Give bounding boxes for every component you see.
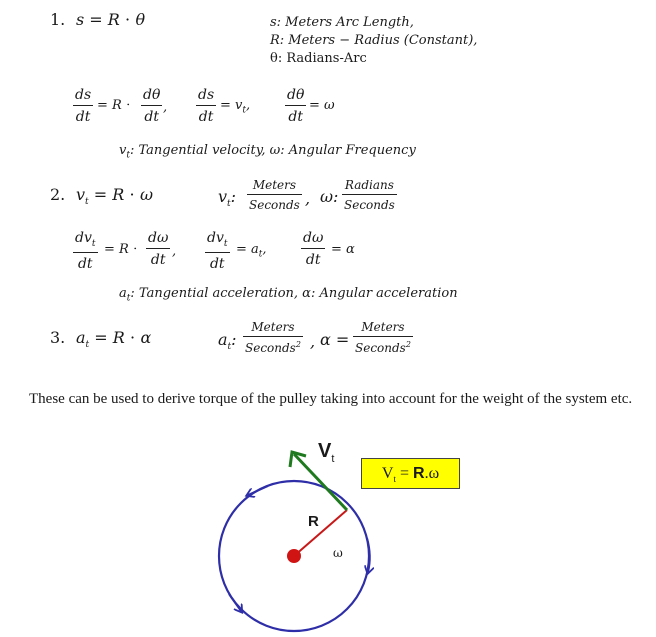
eq1-frac-ds-dt: ds dt bbox=[75, 87, 92, 125]
eq1-def-theta: θ: Radians-Arc bbox=[270, 51, 367, 66]
eq1-eq-vt: = $v_t$, bbox=[220, 98, 251, 116]
eq1-comma: , bbox=[163, 100, 168, 115]
eq2-frac-domega-dt: dω dt bbox=[148, 230, 169, 268]
eq2-unit-vt-label: $v_t$: bbox=[218, 187, 237, 210]
eq3-number: 3. bbox=[50, 328, 66, 347]
center-dot bbox=[287, 549, 301, 563]
eq1-frac-dtheta-dt: dθ dt bbox=[143, 87, 161, 125]
eq3-unit-at-label: $a_t$: bbox=[218, 330, 237, 353]
eq2-unit-omega-frac: Radians Seconds bbox=[344, 178, 395, 212]
eq2-number: 2. bbox=[50, 185, 66, 204]
rotation-arrow-left bbox=[229, 594, 241, 611]
eq2-unit-omega-label: ω: bbox=[320, 187, 339, 206]
omega-label: ω bbox=[333, 546, 343, 560]
eq1-eq-omega: = ω bbox=[309, 98, 335, 113]
eq2-eq-r: = R ⋅ bbox=[104, 242, 138, 257]
eq2-unit-comma: , bbox=[305, 189, 311, 208]
eq2-frac-dvt-dt: $dv_t$ dt bbox=[75, 230, 96, 272]
vt-label: $V_t$ bbox=[318, 440, 335, 465]
eq2-eq-alpha: = α bbox=[331, 242, 355, 257]
eq1-number: 1. bbox=[50, 10, 66, 29]
eq1-def-s: s: Meters Arc Length, bbox=[270, 15, 414, 30]
eq1-frac-dtheta-dt-2: dθ dt bbox=[287, 87, 305, 125]
radius-label: R bbox=[308, 513, 319, 530]
eq2-frac-domega-dt-2: dω dt bbox=[303, 230, 324, 268]
rotation-arrow-top bbox=[248, 486, 268, 495]
eq3-main: $a_t = R \cdot \alpha$ bbox=[76, 328, 152, 351]
eq3-unit-alpha-label: α = bbox=[320, 330, 350, 349]
eq2-frac-dvt-dt-2: $dv_t$ dt bbox=[207, 230, 228, 272]
eq2-legend: $a_t$: Tangential acceleration, α: Angular acceleration bbox=[119, 286, 458, 304]
eq2-eq-at: = $a_t$, bbox=[236, 242, 267, 260]
eq2-comma: , bbox=[172, 244, 177, 259]
eq3-unit-at-frac: Meters Seconds$^2$ bbox=[245, 320, 301, 355]
formula-box: $V_t = R.\omega$ bbox=[361, 458, 460, 489]
eq1-eq-r: = R ⋅ bbox=[97, 98, 131, 113]
explanation-paragraph: These can be used to derive torque of the pulley taking into account for the weight of the system etc. bbox=[29, 391, 633, 407]
eq3-unit-alpha-frac: Meters Seconds$^2$ bbox=[355, 320, 411, 355]
eq2-main: $v_t = R \cdot \omega$ bbox=[76, 185, 153, 208]
eq1-legend: $v_t$: Tangential velocity, ω: Angular Frequency bbox=[119, 143, 416, 161]
eq1-def-r: R: Meters − Radius (Constant), bbox=[270, 33, 478, 48]
eq3-unit-comma: , bbox=[310, 332, 316, 351]
eq1-frac-ds-dt-2: ds dt bbox=[198, 87, 215, 125]
eq2-unit-vt-frac: Meters Seconds bbox=[249, 178, 300, 212]
eq1-main: s = R ⋅ θ bbox=[76, 10, 146, 29]
